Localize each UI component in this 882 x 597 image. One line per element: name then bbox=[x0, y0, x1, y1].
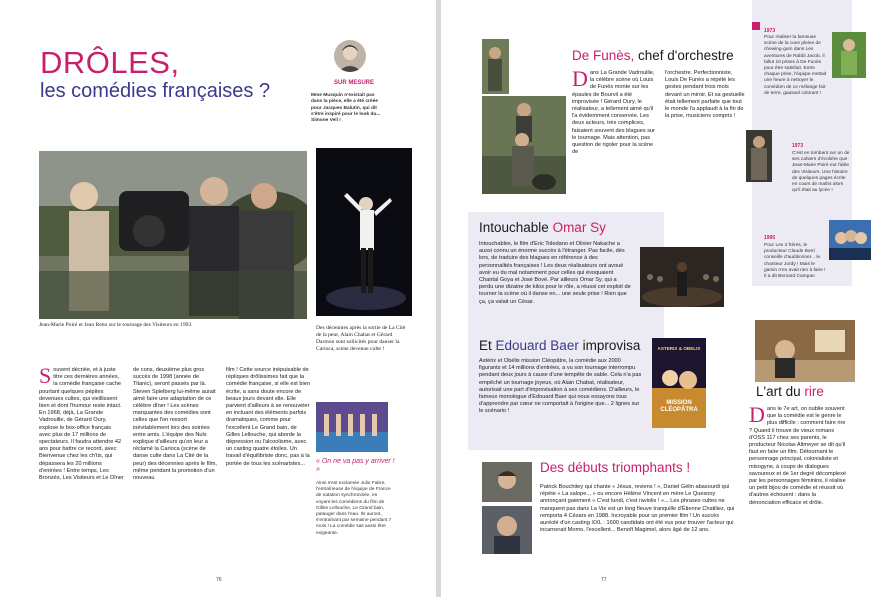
baer-heading-rest: improvisa bbox=[578, 338, 641, 353]
pull-quote: « On ne va pas y arriver ! » bbox=[316, 458, 395, 473]
film-set-photo bbox=[39, 151, 307, 319]
omar-sy-heading-highlight: Omar Sy bbox=[552, 220, 606, 235]
page-number-left: 76 bbox=[216, 577, 222, 583]
right-page bbox=[441, 0, 882, 597]
page-title: DRÔLES, bbox=[40, 45, 180, 80]
sidebar-text-1: Pour réaliser la fameuse scène de la cuve pleine de chewing-gum dans Les aventures de Rabbi Jacob, il fallut 10 prises à De Funès pour être satisfait. Entre chaque prise, l'équipe mettait une heure à nettoyer le comédien de ce mélange fait de terre, gaasuel colorant ! bbox=[764, 35, 827, 96]
rire-dropcap: D bbox=[749, 402, 765, 427]
omar-sy-heading-prefix: Intouchable bbox=[479, 220, 553, 235]
article-column-3: film ! Cette source inépuisable de répliques drôlissimes fait que la comédie française, si elle est bien écrite, a sans doute encore de beaux jours devant elle. Elle parvient d'ailleurs à se renouveler en incluant des éléments parfois dramatiques, comme pour l'excellent Le Grand bain, de Gilles Lellouche, qui aborde la dépression ou l'alcoolisme, avec un casting quatre étoiles. Un travail d'équilibriste donc, pas à la portée de tous les scénaristes... bbox=[226, 367, 310, 467]
intouchables-photo bbox=[640, 247, 724, 307]
funes-heading bbox=[572, 48, 734, 63]
pull-quote-text: Ainsi s'est exclamée Julie Fabre, l'entraîneuse de l'équipe de France de natation synchronisée, en voyant les comédiens du film de Gilles Lellouche, Le Grand bain, patauger dans l'eau. Ils auront, s'entraînant par semaine pendant 7 mois ! La comédie sait aussi être exigeante. bbox=[316, 481, 392, 536]
portrait-photo bbox=[334, 40, 366, 72]
funes-column-2: l'orchestre. Perfectionniste, Louis De Funès a répété les gestes pendant trois mois devant un miroir. Et sa gestuelle était tellement parfaite que tout le monde l'a applaudi à la fin de la prise, musiciens compris ! bbox=[665, 70, 745, 120]
column-1-text: ouvent décriée, et à juste titre ces dernières années, la comédie française cache pourtant quelques pépites devenues cultes, qui vieillissent bien et dont l'humour reste intact. En 1968, déjà, La Grande Vadrouille, de Gérard Oury, explose le box-office français avec plus de 17 millions de spectateurs. Il faudra attendre 42 ans pour battre ce record, avec Bienvenue chez les ch'tis, qui dépassera les 20 millions d'entrées ! Entre temps, Les Bronzés, Les Visiteurs et Le Dîner bbox=[39, 367, 124, 482]
carioca-dance-photo bbox=[316, 148, 412, 316]
baer-text: Astérix et Obélix mission Cléopâtre, la comédie aux 2000 figurants et 14 millions d'entrées, a vu son tournage interrompu pendant deux jours à cause d'une tempête de sable. Cela n'a pas empêché un tournage joyeux, où Alain Chabat, réalisateur, autorisait une part d'improvisation à ses comédiens. D'ailleurs, le fameux monologue d'Edouard Baer qui nous essayons tous d'apprendre par cœur ne comportait à l'origine que... 2 lignes sur le scénario ! bbox=[479, 358, 642, 415]
left-page bbox=[0, 0, 436, 597]
sidebar-text-3: Pour Les 3 frères, le producteur Claude Berri conseille d'auditionner... le chanteur Jordy ! Mais le gamin n'en avait rien à faire ! Il a dit Bernard Campan bbox=[764, 243, 826, 280]
omar-sy-text: Intouchables, le film d'Eric Toledano et Olivier Nakache a aussi connu un énorme succès à l'étranger. Pas facile, dès lors, de traduire des blagues en référence à des personnalités françaises ! Les deux réalisateurs ont avoué avoir eu du mal notamment pour celles qui évoquaient Chantal Goya et José Bové. Par ailleurs Omar Sy, qui a perdu une dizaine de kilos pour le rôle, a réussi cet exploit de tourner la scène où il danse en... une seule prise ! Rien que ça, ça valait un César. bbox=[479, 241, 631, 305]
funes-bourvil-photo bbox=[482, 96, 566, 194]
baer-heading-prefix: Et bbox=[479, 338, 496, 353]
dance-photo-caption: Des décennies après la sortie de La Cité de la peur, Alain Chabat et Gérard Darmon sont sollicités pour danser la Carioca, scène devenue culte ! bbox=[316, 325, 406, 352]
funes-small-photo bbox=[482, 39, 509, 94]
sidebar-year-1: 1973 bbox=[764, 28, 776, 34]
sidebar-year-3: 1995 bbox=[764, 235, 776, 241]
baer-heading-highlight: Edouard Baer bbox=[495, 338, 579, 353]
synchro-swim-photo bbox=[316, 402, 388, 452]
magimel-photo-1 bbox=[482, 462, 532, 502]
sur-mesure-label: SUR MESURE bbox=[334, 80, 375, 86]
rire-heading bbox=[756, 384, 824, 399]
sidebar-marker bbox=[752, 22, 760, 30]
sidebar-year-2: 1973 bbox=[792, 143, 804, 149]
magimel-photo-2 bbox=[482, 506, 532, 554]
funes-dropcap: D bbox=[572, 66, 588, 91]
funes-heading-rest: chef d'orchestre bbox=[634, 48, 734, 63]
funes-column-1 bbox=[572, 66, 658, 156]
rire-text bbox=[749, 402, 849, 507]
rire-heading-prefix: L'art du bbox=[756, 384, 805, 399]
page-number-right: 77 bbox=[601, 577, 607, 583]
funes-column-1-text: ans La Grande Vadrouille, la célèbre scène où Louis de Funès monte sur les épaules de Bourvil a été improvisée ! Gérard Oury, le réalisateur, a tellement aimé qu'il l'a évidemment conservée. Les deux acteurs, très complices, faisaient souvent des blagues sur le tournage. Mais attention, pas question de rigoler pour la scène de bbox=[572, 70, 656, 156]
debuts-heading: Des débuts triomphants ! bbox=[540, 460, 691, 475]
page-subtitle: les comédies françaises ? bbox=[40, 80, 271, 102]
funes-heading-highlight: De Funès, bbox=[572, 48, 635, 63]
sur-mesure-text: Mme Musquin n'existait pas dans la pièce, elle a été créée pour Jacques Balutin, qui dit s'être inspiré pour le look du... Simone Veil ! bbox=[311, 93, 381, 124]
visiteurs-photo bbox=[746, 130, 772, 182]
dropcap: S bbox=[39, 363, 52, 388]
rire-text-body: ans le 7e art, on oublie souvent que la comédie est le genre le plus difficile : comment faire rire ? Quand il trouve de vieux romans d'OSS 117 chez ses parents, le producteur Nicolas Altmeyer se dit qu'il faut en faire un film. Détournant le personnage principal, colonialiste et misogyne, à coups de dialogues savoureux et de 1er degré décomplexé par les personnages féminins, il réalise un petit bijou de comédie et réussit où d'autres échouent : dans la dénonciation efficace et drôle. bbox=[749, 406, 847, 506]
article-column-1 bbox=[39, 363, 124, 482]
asterix-poster bbox=[652, 338, 706, 428]
sidebar-text-2: C'est en tombant sur un de ses cahiers d'écolière que Jean-Marie Poiré eut l'idée des Visiteurs. Une histoire de quelques pages écrite en cours de maths alors qu'il était au lycée ! bbox=[792, 151, 850, 194]
omar-sy-heading bbox=[479, 220, 606, 235]
trois-freres-poster bbox=[829, 220, 871, 260]
debuts-text: Patrick Bouchitey qui chante « Jésus, reviens ! », Daniel Gélin abasourdi qui répète « La salope... » ou encore Hélène Vincent en mère Le Quesnoy annonçant gaiement « C'est lundi, c'est raviolis ! »... Les phrases cultes ne manquent pas dans La Vie est un long fleuve tranquille d'Étienne Chatiliez, qui remporta 4 Césars en 1988. Incroyable pour un premier film ! Un succès auréolé d'un casting XXL : 1600 candidats ont été vus pour trouver l'acteur qui incarnerait Momo, l'excellent... Benoît Magimel, alors âgé de 12 ans. bbox=[540, 484, 735, 534]
oss117-photo bbox=[755, 320, 855, 382]
rabbi-jacob-photo bbox=[832, 32, 866, 78]
poster-top-text: ASTERIX & OBELIX bbox=[657, 346, 701, 351]
poster-title-text: MISSION CLÉOPÂTRA bbox=[660, 400, 698, 413]
main-photo-caption: Jean-Marie Poiré et Jean Reno sur le tournage des Visiteurs en 1993. bbox=[39, 322, 193, 328]
article-column-2: de cons, deuxième plus gros succès de 1998 (année de Titanic), seront passés par là. Steven Spielberg lui-même aurait aimé faire une adaptation de ce célèbre dîner ! Les scènes marquantes des comédies sont celles que l'on ressort inévitablement lors des soirées entre amis. L'équipe des Nuls explique d'ailleurs qu'on leur a réclamé la Carioca (scène de danse culte dans La Cité de la peur) des décennies après le film, même pendant la promotion d'un nouveau bbox=[133, 367, 217, 482]
rire-heading-highlight: rire bbox=[804, 384, 824, 399]
baer-heading bbox=[479, 338, 640, 353]
